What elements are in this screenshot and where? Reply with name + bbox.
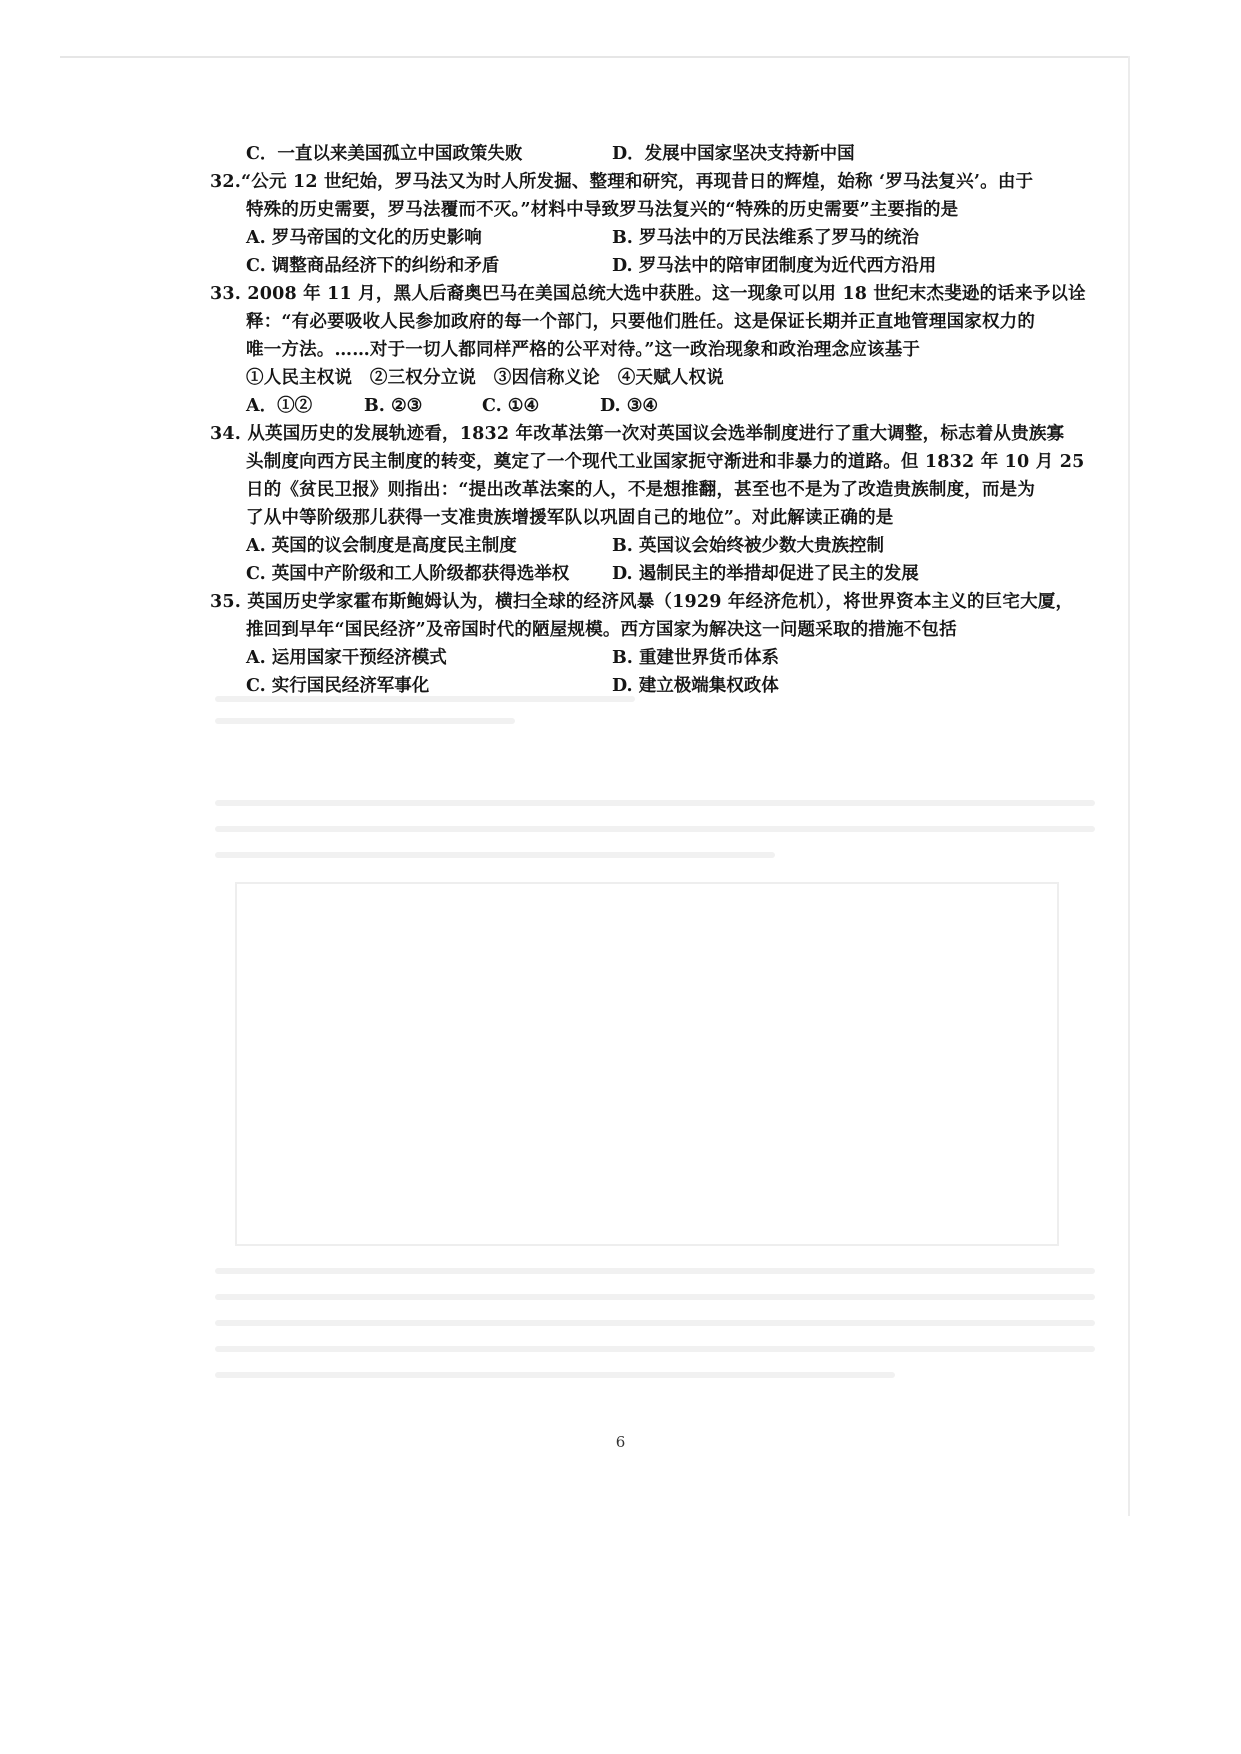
- bleed-through-line: [215, 718, 515, 724]
- q32-stem-line-1: 32.“公元 12 世纪始，罗马法又为时人所发掘、整理和研究，再现昔日的辉煌，始称 ‘罗马法复兴’。由于: [210, 172, 1034, 192]
- q34-options-cd: [210, 560, 1100, 588]
- q33-stem-line-3: 唯一方法。……对于一切人都同样严格的公平对待。”这一政治现象和政治理念应该基于: [246, 340, 921, 360]
- bleed-through-line: [215, 800, 1095, 806]
- q31-option-c: C．一直以来美国孤立中国政策失败: [246, 144, 523, 164]
- bleed-through-line: [215, 1268, 1095, 1274]
- bleed-through-line: [215, 852, 775, 858]
- q32-option-c: C. 调整商品经济下的纠纷和矛盾: [246, 256, 500, 276]
- q35-stem-line-1: 35. 英国历史学家霍布斯鲍姆认为，横扫全球的经济风暴（1929 年经济危机），将世界资本主义的巨宅大厦，: [210, 592, 1074, 612]
- q33-option-a: A．①②: [246, 396, 313, 416]
- q34-stem-line-2: 头制度向西方民主制度的转变，奠定了一个现代工业国家扼守渐进和非暴力的道路。但 1832 年 10 月 25: [246, 452, 1085, 472]
- q32-option-d: D. 罗马法中的陪审团制度为近代西方沿用: [612, 256, 937, 276]
- q34-option-d: D. 遏制民主的举措却促进了民主的发展: [612, 564, 919, 584]
- q35-options-ab: [210, 644, 1100, 672]
- q35-option-d: D. 建立极端集权政体: [612, 676, 779, 696]
- scan-edge-right: [1128, 56, 1130, 1516]
- q32-option-b: B. 罗马法中的万民法维系了罗马的统治: [612, 228, 919, 248]
- bleed-through-line: [215, 826, 1095, 832]
- q31-options-cd: [210, 140, 1100, 168]
- q32-options-cd: [210, 252, 1100, 280]
- q33-stem-line-1: 33. 2008 年 11 月，黑人后裔奥巴马在美国总统大选中获胜。这一现象可以用 18 世纪末杰斐逊的话来予以诠: [210, 284, 1086, 304]
- q34-stem-line-4: 了从中等阶级那儿获得一支准贵族增援军队以巩固自己的地位”。对此解读正确的是: [246, 508, 894, 528]
- exam-page-content: [210, 140, 1100, 700]
- q35-stem-line-2: 推回到早年“国民经济”及帝国时代的陋屋规模。西方国家为解决这一问题采取的措施不包括: [246, 620, 957, 640]
- q32-stem-line-2: 特殊的历史需要，罗马法覆而不灭。”材料中导致罗马法复兴的“特殊的历史需要”主要指的是: [246, 200, 959, 220]
- q35-option-c: C. 实行国民经济军事化: [246, 676, 430, 696]
- q35-options-cd: [210, 672, 1100, 700]
- q34-options-ab: [210, 532, 1100, 560]
- q35-option-b: B. 重建世界货币体系: [612, 648, 779, 668]
- bleed-through-line: [215, 1320, 1095, 1326]
- q33-option-b: B. ②③: [364, 396, 423, 416]
- q31-option-d: D．发展中国家坚决支持新中国: [612, 144, 855, 164]
- q32-option-a: A. 罗马帝国的文化的历史影响: [246, 228, 482, 248]
- scan-edge-top: [60, 56, 1130, 58]
- q33-options: [210, 392, 1100, 420]
- q34-stem-line-3: 日的《贫民卫报》则指出：“提出改革法案的人，不是想推翻，甚至也不是为了改造贵族制度，而是为: [246, 480, 1036, 500]
- q33-numbered-items: ①人民主权说 ②三权分立说 ③因信称义论 ④天赋人权说: [246, 368, 724, 388]
- q33-option-c: C. ①④: [482, 396, 540, 416]
- bleed-through-line: [215, 1346, 1095, 1352]
- bleed-through-map-frame: [235, 882, 1059, 1246]
- page-number: 6: [615, 1433, 626, 1451]
- q33-option-d: D. ③④: [600, 396, 659, 416]
- q34-option-c: C. 英国中产阶级和工人阶级都获得选举权: [246, 564, 570, 584]
- q35-option-a: A. 运用国家干预经济模式: [246, 648, 447, 668]
- bleed-through-line: [215, 1372, 895, 1378]
- q33-stem-line-2: 释：“有必要吸收人民参加政府的每一个部门，只要他们胜任。这是保证长期并正直地管理国家权力的: [246, 312, 1036, 332]
- q34-option-a: A. 英国的议会制度是高度民主制度: [246, 536, 517, 556]
- q34-option-b: B. 英国议会始终被少数大贵族控制: [612, 536, 884, 556]
- q34-stem-line-1: 34. 从英国历史的发展轨迹看，1832 年改革法第一次对英国议会选举制度进行了重大调整，标志着从贵族寡: [210, 424, 1065, 444]
- bleed-through-line: [215, 1294, 1095, 1300]
- q32-options-ab: [210, 224, 1100, 252]
